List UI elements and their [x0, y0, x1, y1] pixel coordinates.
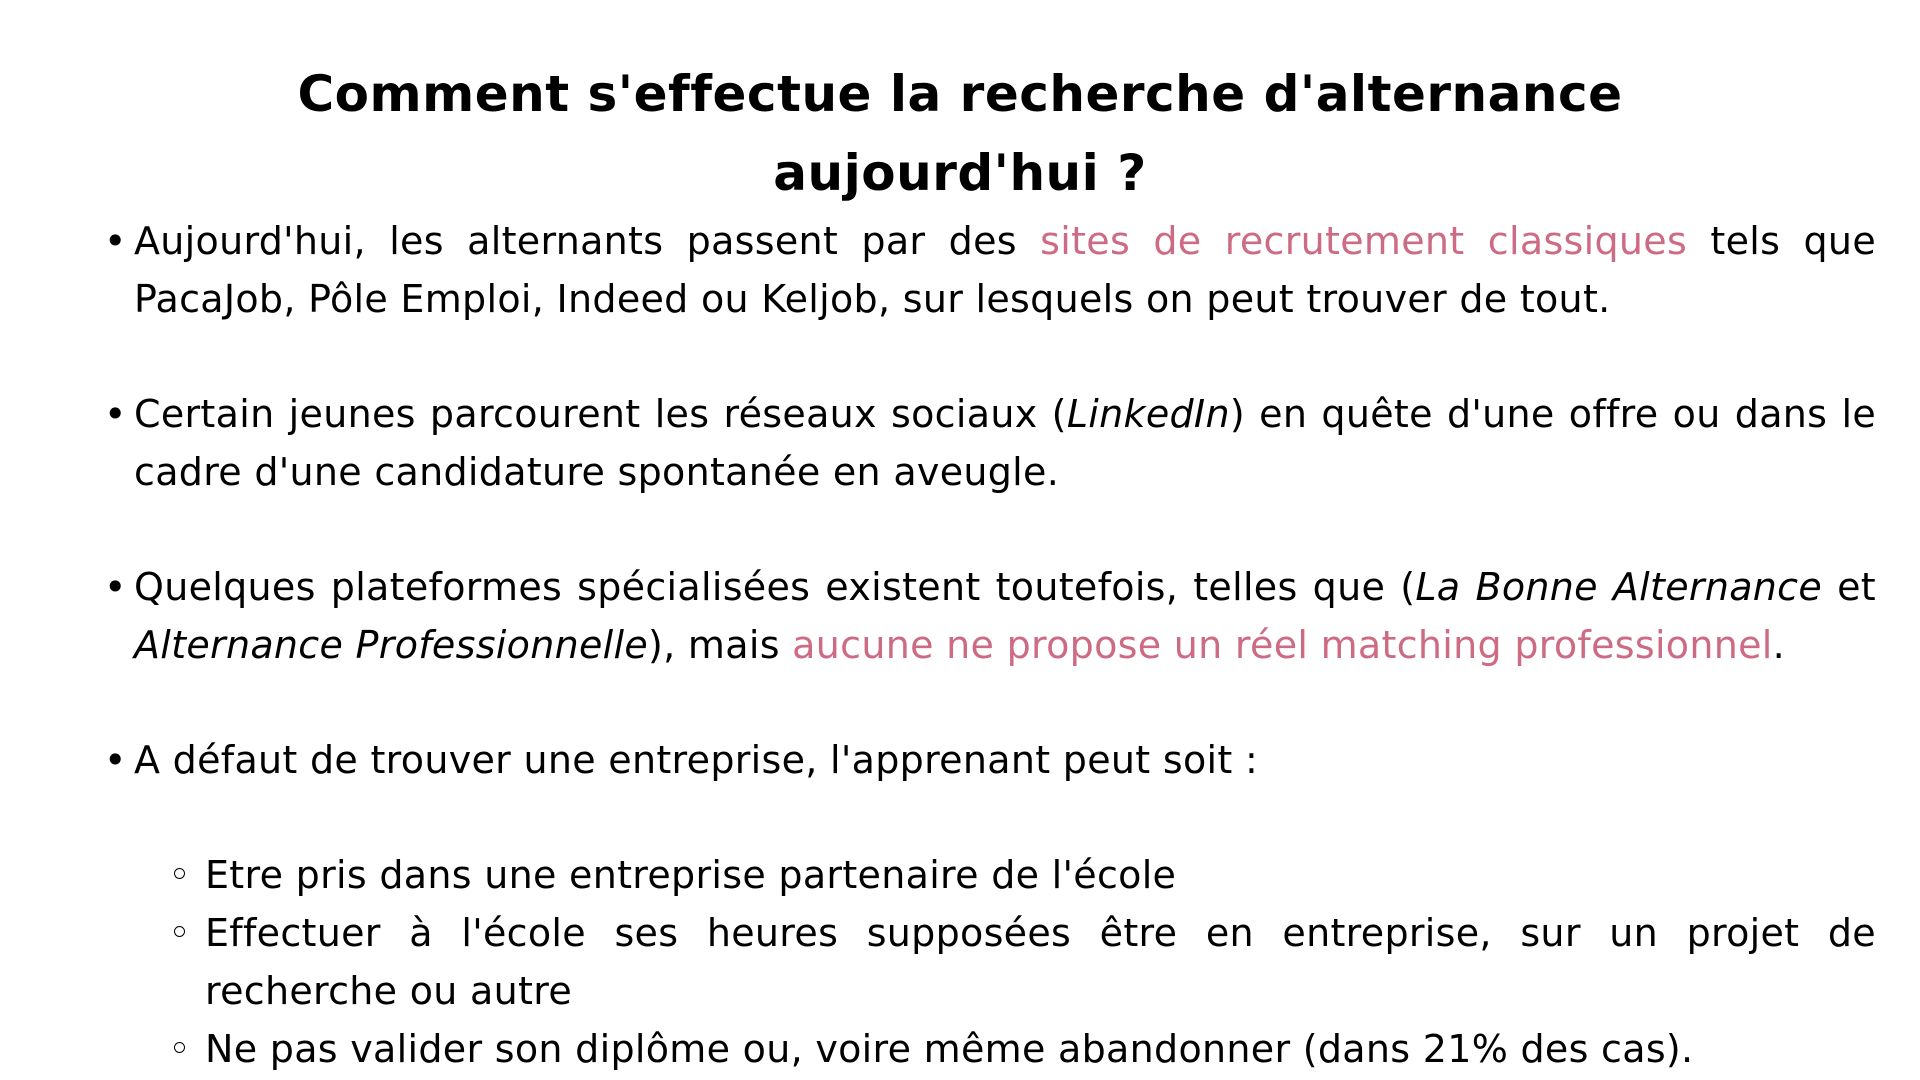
bullet-list	[104, 212, 1876, 1078]
list-item	[104, 385, 1876, 501]
hollow-circle-icon	[174, 868, 185, 879]
bullet-dot-icon: •	[104, 738, 127, 782]
italic-text: Alternance Professionnelle	[134, 623, 649, 667]
hollow-circle-icon	[174, 926, 185, 937]
list-item	[104, 558, 1876, 674]
bullet-dot-icon: •	[104, 219, 127, 263]
text-run: .	[1772, 623, 1786, 667]
text-run: ), mais	[648, 623, 793, 667]
bullet-dot-icon: •	[104, 565, 127, 609]
page-title	[260, 55, 1660, 213]
bullet-dot-icon: •	[104, 392, 127, 436]
highlighted-text: aucune ne propose un réel matching professionnel	[792, 623, 1773, 667]
list-item	[104, 212, 1876, 328]
text-run: A défaut de trouver une entreprise, l'apprenant peut soit :	[134, 738, 1259, 782]
sub-list	[104, 846, 1876, 1078]
hollow-circle-icon	[174, 1042, 185, 1053]
sub-list-item-text: Etre pris dans une entreprise partenaire de l'école	[205, 853, 1177, 897]
text-run: ) en quête d'une offre ou dans le cadre d'une candidature spontanée en aveugle.	[134, 392, 1876, 494]
page-title-line-2: aujourd'hui ?	[773, 144, 1147, 202]
page-title-line-1: Comment s'effectue la recherche d'alternance	[297, 65, 1623, 123]
highlighted-text: sites de recrutement classiques	[1040, 219, 1688, 263]
text-run: et	[1822, 565, 1876, 609]
italic-text: La Bonne Alternance	[1415, 565, 1823, 609]
sub-list-item-text: Effectuer à l'école ses heures supposées être en entreprise, sur un projet de recherche ou autre	[205, 911, 1876, 1013]
sub-list-item	[104, 904, 1876, 1020]
text-run: Quelques plateformes spécialisées existent toutefois, telles que (	[134, 565, 1416, 609]
text-run: Aujourd'hui, les alternants passent par des	[134, 219, 1041, 263]
text-run: tels que PacaJob, Pôle Emploi, Indeed ou Keljob, sur lesquels on peut trouver de tout.	[134, 219, 1876, 321]
italic-text: LinkedIn	[1066, 392, 1230, 436]
sub-list-item	[104, 846, 1876, 904]
text-run: Certain jeunes parcourent les réseaux sociaux (	[134, 392, 1067, 436]
sub-list-item-text: Ne pas valider son diplôme ou, voire même abandonner (dans 21% des cas).	[205, 1027, 1694, 1071]
list-item	[104, 731, 1876, 789]
sub-list-item	[104, 1020, 1876, 1078]
